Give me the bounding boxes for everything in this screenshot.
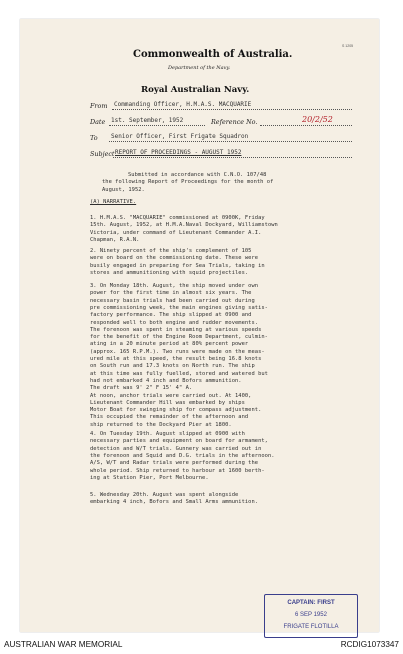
subject-line bbox=[113, 157, 352, 158]
body-line-p3: The draft was 9' 2" F 15' 4" A. bbox=[90, 385, 193, 392]
body-line-p2: were on board on the commissioning date. These were bbox=[90, 255, 259, 262]
body-line-p3: pre commissioning week, the main engines giving satis- bbox=[90, 304, 268, 311]
department-heading: Department of the Navy. bbox=[168, 65, 231, 71]
body-line-p1: Chapman, R.A.N. bbox=[90, 236, 140, 243]
to-line bbox=[109, 141, 352, 142]
from-line bbox=[112, 109, 352, 110]
body-line-p3: necessary basin trials had been carried out during bbox=[90, 297, 255, 304]
body-line-p2: stores and ammunitioning with squid projectiles. bbox=[90, 269, 249, 276]
stamp-line-3: FRIGATE FLOTILLA bbox=[283, 624, 339, 630]
body-line-p3: ship returned to the Dockyard Pier at 1800. bbox=[90, 421, 232, 428]
from-value: Commanding Officer, H.M.A.S. MACQUARIE bbox=[114, 101, 252, 108]
body-line-p3: ured mile at this speed, the result being 16.8 knots bbox=[90, 356, 262, 362]
subject-value: REPORT OF PROCEEDINGS - AUGUST 1952 bbox=[115, 149, 242, 156]
from-label: From bbox=[90, 102, 108, 110]
stamp-line-1: CAPTAIN: FIRST bbox=[287, 600, 335, 606]
body-line-intro: August, 1952. bbox=[102, 186, 145, 193]
body-line-p4: ing at Station Pier, Port Melbourne. bbox=[90, 474, 209, 481]
reference-line bbox=[260, 125, 352, 126]
subject-label: Subject bbox=[90, 150, 115, 158]
document-page bbox=[20, 19, 379, 632]
body-line-p3: Lieutenant Commander Hill was embarked by ships bbox=[90, 399, 245, 406]
body-line-p5: 5. Wednesday 20th. August was spent alongside bbox=[90, 492, 239, 498]
body-line-p2: busily engaged in preparing for Sea Trials, taking in bbox=[90, 262, 265, 269]
footer-credit: AUSTRALIAN WAR MEMORIAL bbox=[4, 640, 123, 649]
navy-heading: Royal Australian Navy. bbox=[141, 85, 250, 95]
footer-catalog-id: RCDIG1073347 bbox=[340, 640, 399, 649]
body-line-p1: 15th. August, 1952, at H.M.A.Naval Dockyard, Williamstown bbox=[90, 222, 278, 229]
body-line-p3: power for the first time in almost six years. The bbox=[90, 290, 252, 297]
date-label: Date bbox=[90, 118, 106, 126]
body-line-p5: embarking 4 inch, Bofors and Small Arms ammunition. bbox=[90, 499, 259, 506]
stamp-date: 6 SEP 1952 bbox=[295, 612, 327, 618]
received-stamp bbox=[264, 594, 358, 638]
reference-handwritten: 20/2/52 bbox=[302, 115, 333, 124]
body-line-p3: 3. On Monday 18th. August, the ship moved under own bbox=[90, 283, 259, 289]
body-line-p2: 2. Ninety percent of the ship's complement of 105 bbox=[90, 248, 252, 254]
to-value: Senior Officer, First Frigate Squadron bbox=[111, 133, 249, 140]
body-line-p3: (approx. 165 R.P.M.). Two runs were made on the meas- bbox=[90, 348, 265, 355]
body-line-p4: whole period. Ship returned to harbour at 1600 berth- bbox=[90, 467, 265, 474]
commonwealth-heading: Commonwealth of Australia. bbox=[133, 49, 293, 60]
date-value: 1st. September, 1952 bbox=[111, 117, 184, 124]
body-line-intro: the following Report of Proceedings for the month of bbox=[102, 179, 274, 186]
body-line-p4: the forenoon and Squid and D.G. trials in the afternoon. bbox=[90, 452, 275, 459]
to-label: To bbox=[90, 134, 98, 142]
date-line bbox=[109, 125, 205, 126]
body-line-p3: on South run and 17.3 knots on North run. The ship bbox=[90, 363, 255, 370]
body-line-intro: Submitted in accordance with C.N.O. 107/48 bbox=[128, 172, 267, 178]
form-number: S 1205 bbox=[342, 44, 354, 48]
body-line-p3: had not embarked 4 inch and Bofors ammunition. bbox=[90, 377, 242, 384]
section-heading: (A) NARRATIVE. bbox=[90, 199, 137, 205]
body-line-p1: Victoria, under command of Lieutenant Commander A.I. bbox=[90, 229, 262, 236]
body-line-p3: This occupied the remainder of the afternoon and bbox=[90, 414, 249, 421]
body-line-p3: The forenoon was spent in steaming at various speeds bbox=[90, 326, 262, 333]
body-line-p3: ating in a 20 minute period at 80% percent power bbox=[90, 341, 249, 348]
body-line-p4: A/S, W/T and Radar trials were performed during the bbox=[90, 460, 259, 467]
body-line-p3: for the benefit of the Engine Room Department, culmin- bbox=[90, 334, 268, 341]
body-line-p3: Motor Boat for swinging ship for compass adjustment. bbox=[90, 407, 262, 414]
body-line-p4: 4. On Tuesday 19th. August slipped at 0900 with bbox=[90, 431, 245, 437]
body-line-p3: responded well to both engine and rudder movements. bbox=[90, 319, 259, 326]
reference-label: Reference No. bbox=[211, 118, 258, 126]
body-line-p3: At noon, anchor trials were carried out. At 1400, bbox=[90, 392, 252, 399]
body-line-p4: necessary parties and equipment on board for armament, bbox=[90, 438, 268, 445]
body-line-p1: 1. H.M.A.S. "MACQUARIE" commissioned at 0900K, Friday bbox=[90, 215, 265, 221]
body-line-p3: at this time was fully fuelled, stored and watered but bbox=[90, 370, 268, 377]
body-line-p3: factory performance. The ship slipped at 0900 and bbox=[90, 312, 252, 319]
body-line-p4: detection and W/T trials. Gunnery was carried out in bbox=[90, 445, 262, 452]
